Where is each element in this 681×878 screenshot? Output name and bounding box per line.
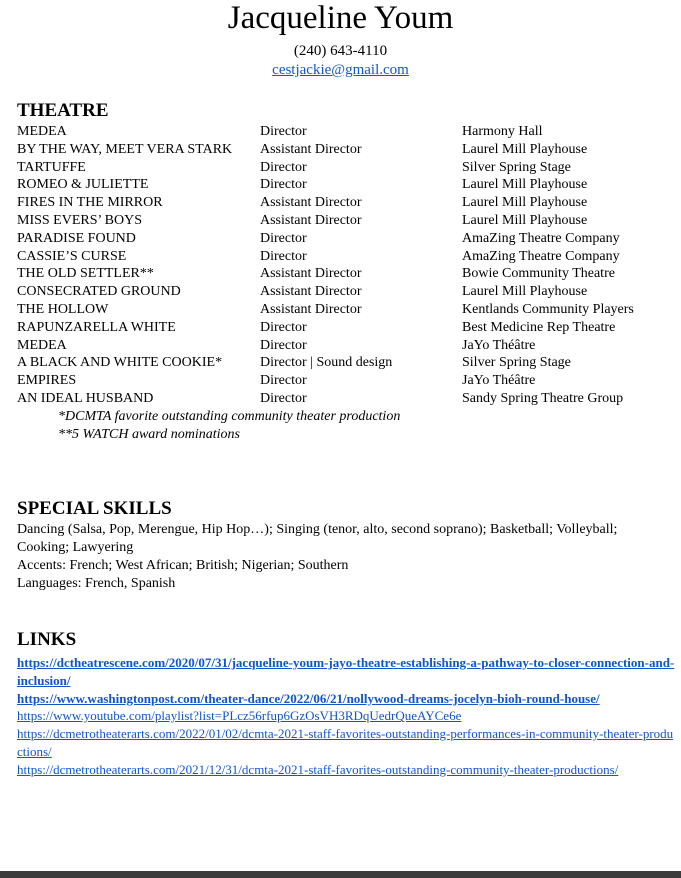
production-title: EMPIRES: [17, 373, 77, 389]
production-role: Assistant Director: [260, 284, 362, 300]
production-title: BY THE WAY, MEET VERA STARK: [17, 141, 233, 157]
theatre-row: [17, 212, 667, 230]
production-role: Director: [260, 390, 307, 406]
footnote-dcmta: *DCMTA favorite outstanding community theater production: [58, 409, 401, 424]
production-role: Director: [260, 248, 307, 264]
production-role: Director: [260, 337, 307, 353]
production-title: AN IDEAL HUSBAND: [17, 390, 154, 406]
production-title: TARTUFFE: [17, 159, 86, 175]
production-company: Laurel Mill Playhouse: [462, 177, 588, 193]
production-role: Director: [260, 230, 307, 246]
production-company: Laurel Mill Playhouse: [462, 212, 588, 228]
email-link[interactable]: cestjackie@gmail.com: [272, 62, 409, 78]
theatre-table: [17, 123, 667, 408]
theatre-row: [17, 141, 667, 159]
production-role: Assistant Director: [260, 212, 362, 228]
production-role: Director: [260, 177, 307, 193]
production-title: PARADISE FOUND: [17, 230, 136, 246]
production-role: Director | Sound design: [260, 355, 393, 371]
theatre-row: [17, 372, 667, 390]
theatre-heading: THEATRE: [17, 100, 109, 121]
production-title: CONSECRATED GROUND: [17, 284, 181, 300]
footnote-watch: **5 WATCH award nominations: [58, 427, 240, 442]
production-role: Assistant Director: [260, 141, 362, 157]
accents-line: Accents: French; West African; British; Nigerian; Southern: [17, 558, 349, 573]
production-title: FIRES IN THE MIRROR: [17, 195, 163, 211]
theatre-row: [17, 337, 667, 355]
skills-line: Dancing (Salsa, Pop, Merengue, Hip Hop…); Singing (tenor, alto, second soprano); Basketball; Volleyball; Cooking; Lawyering: [17, 522, 618, 555]
production-title: ROMEO & JULIETTE: [17, 177, 149, 193]
production-role: Assistant Director: [260, 266, 362, 282]
production-title: MEDEA: [17, 337, 67, 353]
languages-line: Languages: French, Spanish: [17, 576, 176, 591]
production-company: Harmony Hall: [462, 124, 543, 139]
special-skills-heading: SPECIAL SKILLS: [17, 498, 172, 519]
production-company: Silver Spring Stage: [462, 159, 571, 175]
theatre-row: [17, 248, 667, 266]
production-company: Laurel Mill Playhouse: [462, 284, 588, 300]
production-role: Director: [260, 159, 307, 175]
production-role: Director: [260, 319, 307, 335]
production-company: Laurel Mill Playhouse: [462, 141, 588, 157]
theatre-row: [17, 123, 667, 141]
link-dcmta-performances[interactable]: https://dcmetrotheaterarts.com/2022/01/02/dcmta-2021-staff-favorites-outstanding-performances-in-community-theater-productions/: [17, 726, 674, 759]
production-company: AmaZing Theatre Company: [462, 248, 620, 264]
production-company: AmaZing Theatre Company: [462, 230, 620, 246]
production-company: Bowie Community Theatre: [462, 266, 615, 282]
production-company: JaYo Théâtre: [462, 337, 536, 353]
link-dctheatrescene[interactable]: https://dctheatrescene.com/2020/07/31/jacqueline-youm-jayo-theatre-establishing-a-pathway-to-closer-connection-and-inclusion/: [17, 655, 675, 688]
theatre-row: [17, 265, 667, 283]
production-company: Sandy Spring Theatre Group: [462, 390, 624, 406]
resume-name: Jacqueline Youm: [227, 0, 454, 36]
production-title: MISS EVERS’ BOYS: [17, 212, 142, 228]
production-role: Assistant Director: [260, 301, 362, 317]
theatre-row: [17, 283, 667, 301]
link-washingtonpost[interactable]: https://www.washingtonpost.com/theater-dance/2022/06/21/nollywood-dreams-jocelyn-bioh-round-house/: [17, 690, 600, 706]
theatre-row: [17, 194, 667, 212]
production-title: MEDEA: [17, 124, 67, 139]
production-role: Assistant Director: [260, 195, 362, 211]
production-company: JaYo Théâtre: [462, 373, 536, 389]
links-heading: LINKS: [17, 629, 77, 650]
production-title: RAPUNZARELLA WHITE: [17, 319, 176, 335]
production-company: Silver Spring Stage: [462, 355, 571, 371]
production-title: A BLACK AND WHITE COOKIE*: [17, 355, 223, 371]
link-dcmta-productions[interactable]: https://dcmetrotheaterarts.com/2021/12/31/dcmta-2021-staff-favorites-outstanding-community-theater-productions/: [17, 761, 619, 777]
production-company: Kentlands Community Players: [462, 301, 634, 317]
link-youtube-playlist[interactable]: https://www.youtube.com/playlist?list=PLcz56rfup6GzOsVH3RDqUedrQueAYCe6e: [17, 708, 462, 724]
theatre-row: [17, 390, 667, 408]
links-list: [17, 654, 677, 779]
production-company: Best Medicine Rep Theatre: [462, 319, 616, 335]
theatre-row: [17, 319, 667, 337]
production-role: Director: [260, 373, 307, 389]
production-role: Director: [260, 124, 307, 139]
theatre-row: [17, 230, 667, 248]
theatre-row: [17, 354, 667, 372]
production-title: CASSIE’S CURSE: [17, 248, 127, 264]
special-skills-body: [17, 521, 667, 593]
email-line: [0, 61, 681, 79]
theatre-row: [17, 301, 667, 319]
theatre-row: [17, 176, 667, 194]
production-title: THE HOLLOW: [17, 301, 109, 317]
production-title: THE OLD SETTLER**: [17, 266, 154, 282]
production-company: Laurel Mill Playhouse: [462, 195, 588, 211]
bottom-border: [0, 871, 681, 878]
phone-number: (240) 643-4110: [293, 43, 388, 59]
theatre-row: [17, 159, 667, 177]
